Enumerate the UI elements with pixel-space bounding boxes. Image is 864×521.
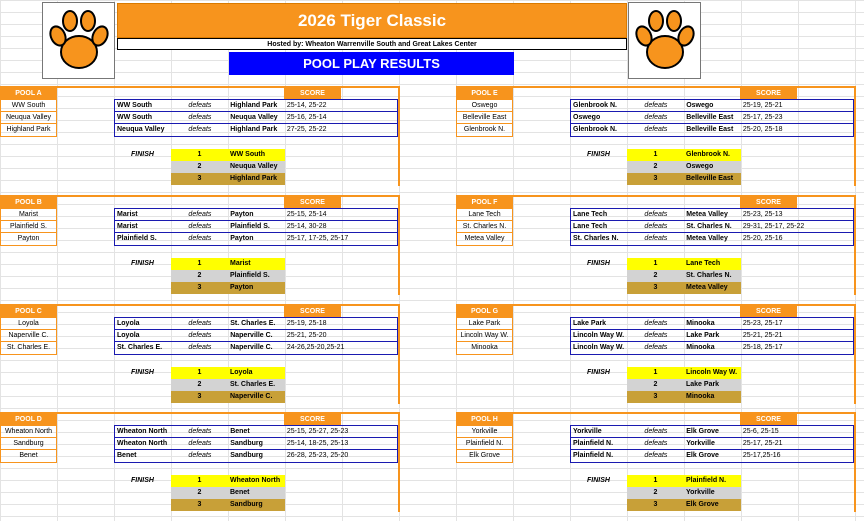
match-winner[interactable]: St. Charles N. <box>573 235 619 242</box>
finish-label: FINISH <box>131 260 154 267</box>
match-winner[interactable]: Plainfield N. <box>573 452 614 459</box>
match-row <box>115 221 397 233</box>
finish-row <box>627 487 741 499</box>
pool-team-list <box>456 99 513 137</box>
match-row <box>571 426 853 438</box>
match-loser[interactable]: Belleville East <box>686 114 734 121</box>
match-score[interactable]: 25-17, 25-21 <box>742 440 783 447</box>
match-loser[interactable]: Highland Park <box>230 102 278 109</box>
pool-panel <box>0 86 400 186</box>
match-verb[interactable]: defeats <box>644 428 668 435</box>
pool-name: POOL A <box>0 88 57 99</box>
match-verb[interactable]: defeats <box>644 320 668 327</box>
match-winner[interactable]: Lincoln Way W. <box>573 332 625 339</box>
score-header: SCORE <box>284 414 341 425</box>
finish-row <box>171 499 285 511</box>
finish-row <box>627 282 741 294</box>
finish-rank[interactable]: 2 <box>197 163 202 170</box>
pool-name: POOL F <box>456 197 513 208</box>
pool-team-cell[interactable]: Yorkville <box>457 426 512 438</box>
match-results-table <box>570 99 854 137</box>
finish-team[interactable]: Plainfield N. <box>686 477 727 484</box>
match-verb[interactable]: defeats <box>188 440 212 447</box>
match-score[interactable]: 25-23, 25-17 <box>742 320 783 327</box>
match-row <box>115 124 397 136</box>
match-verb[interactable]: defeats <box>644 332 668 339</box>
finish-label: FINISH <box>131 477 154 484</box>
tournament-title: 2026 Tiger Classic <box>117 3 627 38</box>
match-row <box>115 209 397 221</box>
pool-panel <box>0 304 400 404</box>
finish-team[interactable]: Minooka <box>686 393 715 400</box>
match-winner[interactable]: Lincoln Way W. <box>573 344 625 351</box>
finish-row <box>171 149 285 161</box>
finish-row <box>627 475 741 487</box>
match-score[interactable]: 25-17, 25-23 <box>742 114 783 121</box>
finish-label: FINISH <box>587 369 610 376</box>
match-loser[interactable]: Elk Grove <box>686 428 719 435</box>
pool-panel <box>456 304 856 404</box>
match-winner[interactable]: Loyola <box>117 332 140 339</box>
match-loser[interactable]: Belleville East <box>686 126 734 133</box>
match-results-table <box>114 99 398 137</box>
match-loser[interactable]: Yorkville <box>686 440 715 447</box>
match-score[interactable]: 25-14, 25-22 <box>286 102 327 109</box>
finish-row <box>171 173 285 185</box>
match-verb[interactable]: defeats <box>188 235 212 242</box>
match-score[interactable]: 25-6, 25-15 <box>742 428 779 435</box>
match-row <box>571 209 853 221</box>
finish-row <box>171 475 285 487</box>
finish-rank[interactable]: 3 <box>197 501 202 508</box>
finish-team[interactable]: Lake Park <box>686 381 720 388</box>
finish-row <box>171 379 285 391</box>
hosted-by: Hosted by: Wheaton Warrenville South and Great Lakes Center <box>117 38 627 50</box>
score-header: SCORE <box>284 88 341 99</box>
match-loser[interactable]: Payton <box>230 211 254 218</box>
match-verb[interactable]: defeats <box>644 235 668 242</box>
match-score[interactable]: 25-21, 25-21 <box>742 332 783 339</box>
match-loser[interactable]: Elk Grove <box>686 452 719 459</box>
match-verb[interactable]: defeats <box>644 440 668 447</box>
match-row <box>115 342 397 354</box>
match-loser[interactable]: Oswego <box>686 102 714 109</box>
match-verb[interactable]: defeats <box>644 126 668 133</box>
finish-row <box>171 161 285 173</box>
finish-team[interactable]: St. Charles E. <box>230 381 276 388</box>
match-row <box>115 318 397 330</box>
match-loser[interactable]: St. Charles E. <box>230 320 276 327</box>
match-score[interactable]: 26-28, 25-23, 25-20 <box>286 452 349 459</box>
match-results-table <box>570 317 854 355</box>
match-row <box>571 100 853 112</box>
finish-label: FINISH <box>587 477 610 484</box>
score-header: SCORE <box>740 88 797 99</box>
match-verb[interactable]: defeats <box>188 332 212 339</box>
finish-team[interactable]: Highland Park <box>230 175 278 182</box>
pool-team-cell[interactable]: Minooka <box>471 344 498 351</box>
finish-row <box>627 379 741 391</box>
finish-rank[interactable]: 3 <box>197 393 202 400</box>
pool-team-cell[interactable]: Lincoln Way W. <box>457 330 512 342</box>
match-score[interactable]: 25-14, 18-25, 25-13 <box>286 440 349 447</box>
match-row <box>571 221 853 233</box>
match-row <box>571 124 853 136</box>
match-results-table <box>570 208 854 246</box>
match-verb[interactable]: defeats <box>188 114 212 121</box>
match-row <box>115 100 397 112</box>
match-winner[interactable]: Marist <box>117 223 138 230</box>
match-verb[interactable]: defeats <box>188 452 212 459</box>
match-loser[interactable]: Naperville C. <box>230 332 273 339</box>
match-loser[interactable]: Metea Valley <box>686 211 728 218</box>
match-winner[interactable]: Glenbrook N. <box>573 126 617 133</box>
match-verb[interactable]: defeats <box>188 126 212 133</box>
pool-team-cell[interactable]: Elk Grove <box>469 452 500 459</box>
pool-team-list <box>456 425 513 463</box>
finish-row <box>627 149 741 161</box>
match-results-table <box>570 425 854 463</box>
pool-team-cell[interactable]: Highland Park <box>6 126 51 133</box>
match-winner[interactable]: WW South <box>117 114 152 121</box>
finish-row <box>627 499 741 511</box>
tiger-paw-logo-left <box>42 2 115 79</box>
finish-rank[interactable]: 1 <box>197 151 202 158</box>
match-loser[interactable]: Neuqua Valley <box>230 114 278 121</box>
finish-rank[interactable]: 3 <box>197 284 202 291</box>
match-row <box>571 318 853 330</box>
finish-row <box>171 270 285 282</box>
finish-rank[interactable]: 1 <box>653 260 658 267</box>
match-score[interactable]: 29-31, 25-17, 25-22 <box>742 223 805 230</box>
match-winner[interactable]: Plainfield N. <box>573 440 614 447</box>
match-loser[interactable]: Minooka <box>686 320 715 327</box>
pool-team-cell[interactable]: Payton <box>17 235 40 242</box>
finish-rank[interactable]: 3 <box>653 393 658 400</box>
finish-row <box>171 367 285 379</box>
match-loser[interactable]: Sandburg <box>230 452 263 459</box>
score-header: SCORE <box>284 197 341 208</box>
finish-team[interactable]: Payton <box>230 284 254 291</box>
finish-rank[interactable]: 3 <box>653 175 658 182</box>
match-verb[interactable]: defeats <box>188 428 212 435</box>
match-loser[interactable]: Lake Park <box>686 332 720 339</box>
pool-panel <box>0 195 400 295</box>
match-score[interactable]: 25-15, 25-27, 25-23 <box>286 428 349 435</box>
match-score[interactable]: 27-25, 25-22 <box>286 126 327 133</box>
match-score[interactable]: 25-16, 25-14 <box>286 114 327 121</box>
match-loser[interactable]: St. Charles N. <box>686 223 732 230</box>
match-winner[interactable]: Wheaton North <box>117 440 168 447</box>
finish-rank[interactable]: 2 <box>197 272 202 279</box>
match-verb[interactable]: defeats <box>644 452 668 459</box>
match-row <box>115 112 397 124</box>
match-winner[interactable]: Glenbrook N. <box>573 102 617 109</box>
finish-team[interactable]: Lane Tech <box>686 260 721 267</box>
pool-panel <box>456 412 856 512</box>
finish-label: FINISH <box>131 151 154 158</box>
finish-team[interactable]: Loyola <box>230 369 253 376</box>
pool-team-cell[interactable]: Loyola <box>1 318 56 330</box>
pool-team-cell[interactable]: Metea Valley <box>464 235 505 242</box>
finish-team[interactable]: Oswego <box>686 163 714 170</box>
match-winner[interactable]: WW South <box>117 102 152 109</box>
finish-row <box>627 270 741 282</box>
match-row <box>115 438 397 450</box>
pool-team-cell[interactable]: St. Charles E. <box>6 344 51 351</box>
finish-team[interactable]: Glenbrook N. <box>686 151 730 158</box>
finish-team[interactable]: Plainfield S. <box>230 272 270 279</box>
finish-rank[interactable]: 3 <box>653 501 658 508</box>
finish-rank[interactable]: 1 <box>197 260 202 267</box>
match-loser[interactable]: Benet <box>230 428 250 435</box>
match-row <box>115 330 397 342</box>
finish-rank[interactable]: 2 <box>197 489 202 496</box>
match-score[interactable]: 25-18, 25-17 <box>742 344 783 351</box>
match-loser[interactable]: Sandburg <box>230 440 263 447</box>
finish-rank[interactable]: 1 <box>653 477 658 484</box>
pool-team-cell[interactable]: WW South <box>1 100 56 112</box>
match-verb[interactable]: defeats <box>188 211 212 218</box>
match-winner[interactable]: Yorkville <box>573 428 602 435</box>
match-winner[interactable]: Wheaton North <box>117 428 168 435</box>
finish-team[interactable]: Elk Grove <box>686 501 719 508</box>
match-winner[interactable]: Loyola <box>117 320 140 327</box>
match-score[interactable]: 25-20, 25-16 <box>742 235 783 242</box>
match-winner[interactable]: St. Charles E. <box>117 344 163 351</box>
match-loser[interactable]: Metea Valley <box>686 235 728 242</box>
match-score[interactable]: 25-19, 25-21 <box>742 102 783 109</box>
match-loser[interactable]: Highland Park <box>230 126 278 133</box>
finish-team[interactable]: WW South <box>230 151 265 158</box>
match-row <box>115 450 397 462</box>
pool-team-list <box>0 99 57 137</box>
match-verb[interactable]: defeats <box>644 114 668 121</box>
score-header: SCORE <box>740 306 797 317</box>
pool-team-list <box>456 208 513 246</box>
match-winner[interactable]: Oswego <box>573 114 601 121</box>
match-winner[interactable]: Lane Tech <box>573 211 608 218</box>
match-row <box>571 438 853 450</box>
finish-rank[interactable]: 1 <box>653 151 658 158</box>
match-score[interactable]: 25-19, 25-18 <box>286 320 327 327</box>
pool-team-cell[interactable]: Neuqua Valley <box>1 112 56 124</box>
finish-team[interactable]: Yorkville <box>686 489 715 496</box>
finish-rank[interactable]: 2 <box>197 381 202 388</box>
match-score[interactable]: 25-20, 25-18 <box>742 126 783 133</box>
match-score[interactable]: 25-14, 30-28 <box>286 223 327 230</box>
match-loser[interactable]: Naperville C. <box>230 344 273 351</box>
finish-rank[interactable]: 3 <box>653 284 658 291</box>
finish-row <box>627 173 741 185</box>
match-verb[interactable]: defeats <box>644 344 668 351</box>
match-verb[interactable]: defeats <box>644 102 668 109</box>
finish-team[interactable]: St. Charles N. <box>686 272 732 279</box>
pool-team-cell[interactable]: Benet <box>19 452 38 459</box>
match-row <box>115 233 397 245</box>
finish-label: FINISH <box>131 369 154 376</box>
finish-rank[interactable]: 2 <box>653 163 658 170</box>
match-verb[interactable]: defeats <box>188 344 212 351</box>
match-row <box>571 342 853 354</box>
match-winner[interactable]: Marist <box>117 211 138 218</box>
match-score[interactable]: 25-17,25-16 <box>742 452 781 459</box>
finish-label: FINISH <box>587 151 610 158</box>
finish-row <box>171 282 285 294</box>
pool-team-cell[interactable]: St. Charles N. <box>457 221 512 233</box>
match-verb[interactable]: defeats <box>188 320 212 327</box>
pool-name: POOL G <box>456 306 513 317</box>
finish-team[interactable]: Sandburg <box>230 501 263 508</box>
pool-name: POOL D <box>0 414 57 425</box>
pool-team-list <box>456 317 513 355</box>
match-score[interactable]: 25-15, 25-14 <box>286 211 327 218</box>
pool-team-cell[interactable]: Plainfield N. <box>457 438 512 450</box>
match-score[interactable]: 25-23, 25-13 <box>742 211 783 218</box>
finish-rank[interactable]: 2 <box>653 272 658 279</box>
match-score[interactable]: 25-21, 25-20 <box>286 332 327 339</box>
finish-team[interactable]: Marist <box>230 260 251 267</box>
match-loser[interactable]: Minooka <box>686 344 715 351</box>
finish-label: FINISH <box>587 260 610 267</box>
pool-team-cell[interactable]: Lake Park <box>457 318 512 330</box>
finish-rank[interactable]: 3 <box>197 175 202 182</box>
pool-team-cell[interactable]: Lane Tech <box>457 209 512 221</box>
match-results-table <box>114 208 398 246</box>
pool-panel <box>0 412 400 512</box>
match-verb[interactable]: defeats <box>644 223 668 230</box>
finish-team[interactable]: Wheaton North <box>230 477 281 484</box>
match-winner[interactable]: Benet <box>117 452 137 459</box>
finish-rank[interactable]: 1 <box>653 369 658 376</box>
finish-team[interactable]: Naperville C. <box>230 393 273 400</box>
finish-team[interactable]: Benet <box>230 489 250 496</box>
pool-team-cell[interactable]: Sandburg <box>1 438 56 450</box>
match-winner[interactable]: Plainfield S. <box>117 235 157 242</box>
match-winner[interactable]: Neuqua Valley <box>117 126 165 133</box>
pool-team-cell[interactable]: Oswego <box>457 100 512 112</box>
match-score[interactable]: 25-17, 17-25, 25-17 <box>286 235 349 242</box>
pool-team-cell[interactable]: Naperville C. <box>1 330 56 342</box>
finish-row <box>627 258 741 270</box>
match-verb[interactable]: defeats <box>188 223 212 230</box>
match-winner[interactable]: Lane Tech <box>573 223 608 230</box>
match-results-table <box>114 425 398 463</box>
finish-rank[interactable]: 1 <box>197 369 202 376</box>
finish-rank[interactable]: 2 <box>653 489 658 496</box>
finish-rank[interactable]: 2 <box>653 381 658 388</box>
finish-team[interactable]: Neuqua Valley <box>230 163 278 170</box>
match-row <box>115 426 397 438</box>
match-row <box>571 330 853 342</box>
match-winner[interactable]: Lake Park <box>573 320 607 327</box>
pool-team-cell[interactable]: Glenbrook N. <box>463 126 506 133</box>
pool-team-cell[interactable]: Belleville East <box>457 112 512 124</box>
pool-name: POOL C <box>0 306 57 317</box>
match-row <box>571 450 853 462</box>
finish-row <box>627 391 741 403</box>
finish-team[interactable]: Lincoln Way W. <box>686 369 738 376</box>
match-loser[interactable]: Plainfield S. <box>230 223 270 230</box>
finish-row <box>171 258 285 270</box>
score-header: SCORE <box>284 306 341 317</box>
pool-team-list <box>0 425 57 463</box>
pool-team-list <box>0 208 57 246</box>
score-header: SCORE <box>740 414 797 425</box>
tiger-paw-logo-right <box>628 2 701 79</box>
finish-row <box>627 367 741 379</box>
score-header: SCORE <box>740 197 797 208</box>
finish-row <box>171 487 285 499</box>
match-results-table <box>114 317 398 355</box>
finish-row <box>171 391 285 403</box>
pool-panel <box>456 86 856 186</box>
match-score[interactable]: 24-26,25-20,25-21 <box>286 344 345 351</box>
pool-name: POOL H <box>456 414 513 425</box>
finish-rank[interactable]: 1 <box>197 477 202 484</box>
pool-team-cell[interactable]: Plainfield S. <box>1 221 56 233</box>
pool-panel <box>456 195 856 295</box>
finish-team[interactable]: Belleville East <box>686 175 734 182</box>
finish-team[interactable]: Metea Valley <box>686 284 728 291</box>
match-row <box>571 233 853 245</box>
match-verb[interactable]: defeats <box>188 102 212 109</box>
pool-team-list <box>0 317 57 355</box>
pool-name: POOL E <box>456 88 513 99</box>
match-row <box>571 112 853 124</box>
finish-row <box>627 161 741 173</box>
pool-team-cell[interactable]: Wheaton North <box>1 426 56 438</box>
match-verb[interactable]: defeats <box>644 211 668 218</box>
pool-play-results-banner: POOL PLAY RESULTS <box>229 52 514 75</box>
pool-team-cell[interactable]: Marist <box>1 209 56 221</box>
pool-name: POOL B <box>0 197 57 208</box>
match-loser[interactable]: Payton <box>230 235 254 242</box>
